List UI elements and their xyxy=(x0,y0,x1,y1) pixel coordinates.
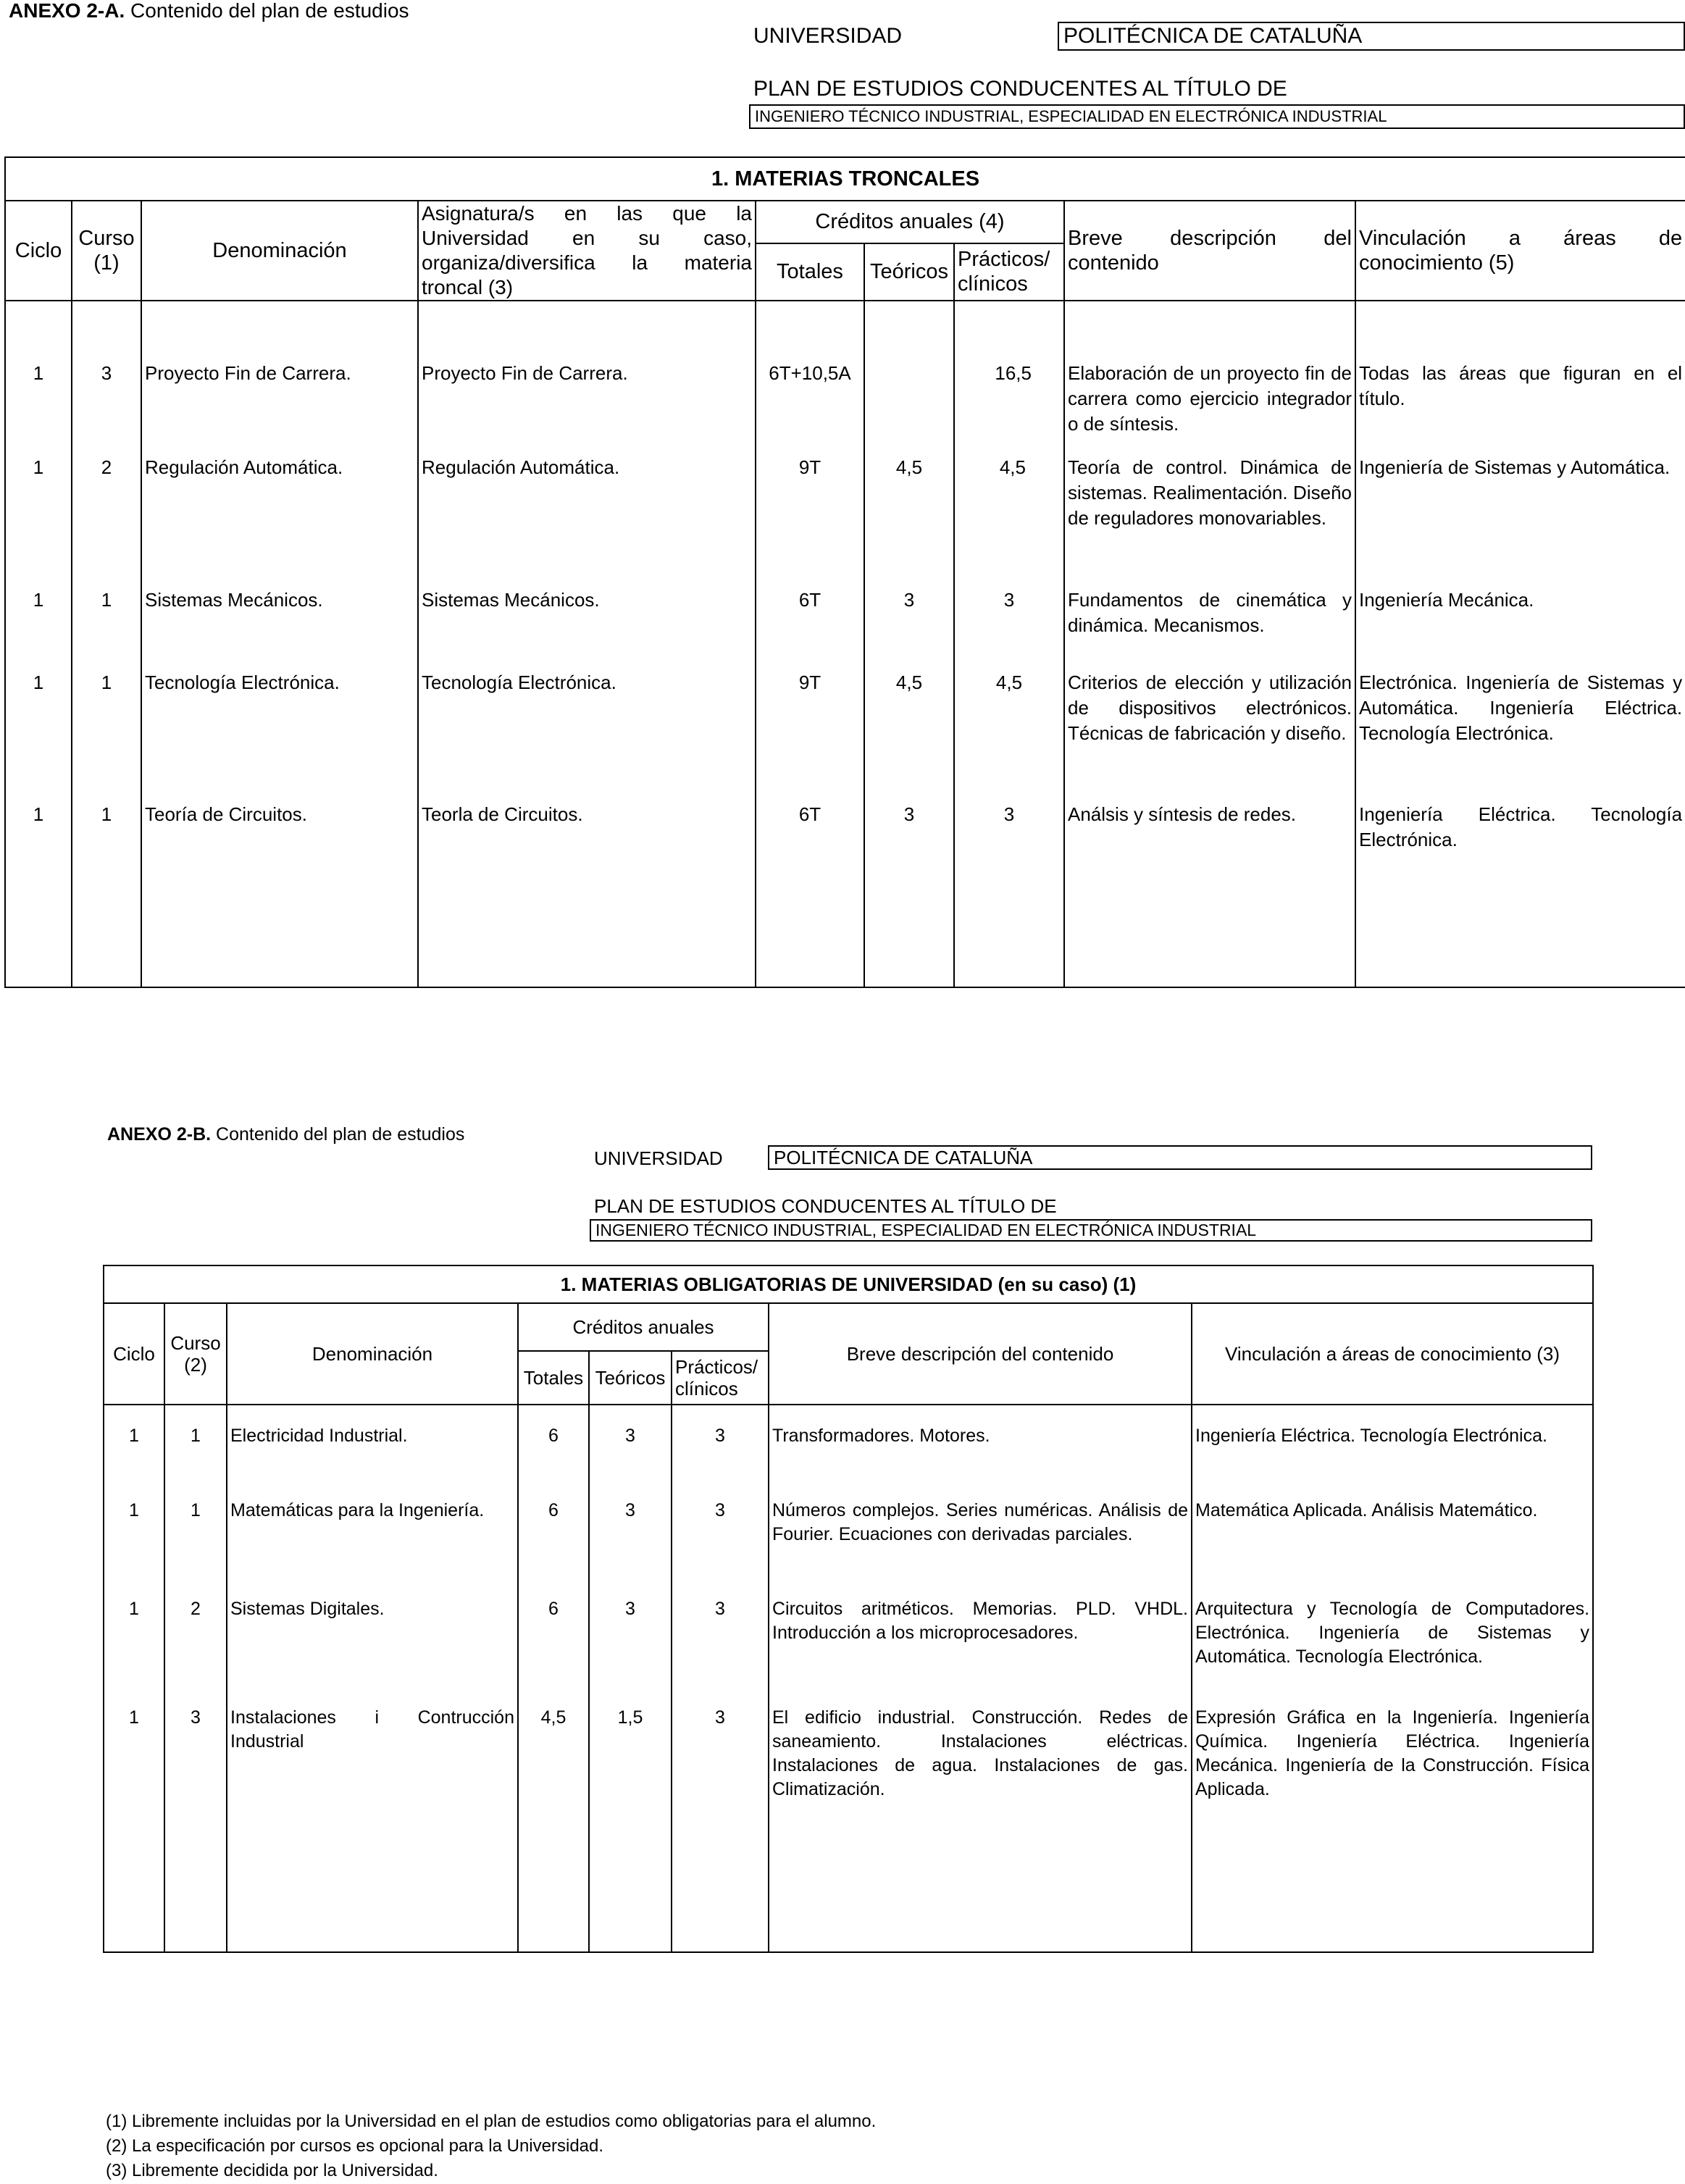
annex-b-label xyxy=(107,1124,464,1145)
table-row xyxy=(5,670,1685,802)
cell-asignatura: Teorla de Circuitos. xyxy=(418,802,756,987)
cell-teoricos: 3 xyxy=(589,1499,672,1597)
cell-denominacion: Sistemas Digitales. xyxy=(227,1597,518,1706)
cell-vinculacion: Ingeniería Eléctrica. Tecnología Electrónica. xyxy=(1355,802,1685,987)
header-denominacion: Denominación xyxy=(227,1303,518,1405)
header-teoricos: Teóricos xyxy=(589,1351,672,1405)
footnote-2: (2) La especificación por cursos es opcional para la Universidad. xyxy=(106,2136,604,2156)
cell-practicos: 16,5 xyxy=(954,301,1064,455)
annex-a-label xyxy=(9,0,409,22)
table-row xyxy=(104,1405,1593,1499)
cell-ciclo: 1 xyxy=(104,1405,164,1499)
header-creditos: Créditos anuales (4) xyxy=(756,201,1064,243)
cell-teoricos: 1,5 xyxy=(589,1706,672,1952)
footnote-1: (1) Libremente incluidas por la Universidad en el plan de estudios como obligatorias para el alumno. xyxy=(106,2112,877,2131)
cell-ciclo: 1 xyxy=(104,1499,164,1597)
table-row xyxy=(5,802,1685,987)
cell-curso: 1 xyxy=(164,1499,227,1597)
header-descripcion: Breve descripción del contenido xyxy=(1064,201,1355,301)
table-row xyxy=(104,1706,1593,1952)
cell-curso: 1 xyxy=(72,670,141,802)
cell-totales: 6T xyxy=(756,587,864,670)
table-row xyxy=(5,301,1685,455)
cell-descripcion: Fundamentos de cinemática y dinámica. Mecanismos. xyxy=(1064,587,1355,670)
cell-practicos: 3 xyxy=(954,802,1064,987)
cell-denominacion: Matemáticas para la Ingeniería. xyxy=(227,1499,518,1597)
cell-totales: 6T xyxy=(756,802,864,987)
cell-totales: 6 xyxy=(518,1405,589,1499)
header-asignatura: Asignatura/s en las que la Universidad en su caso, organiza/diversifica la materia troncal (3) xyxy=(418,201,756,301)
cell-denominacion: Regulación Automática. xyxy=(141,455,418,587)
cell-teoricos xyxy=(864,301,954,455)
table-row xyxy=(5,455,1685,587)
cell-ciclo: 1 xyxy=(104,1706,164,1952)
annex-a-plan-label: PLAN DE ESTUDIOS CONDUCENTES AL TÍTULO DE xyxy=(753,77,1287,101)
annex-b-label-bold: ANEXO 2-B. xyxy=(107,1124,212,1145)
cell-teoricos: 4,5 xyxy=(864,670,954,802)
table-row xyxy=(5,587,1685,670)
annex-b-plan-field: INGENIERO TÉCNICO INDUSTRIAL, ESPECIALIDAD EN ELECTRÓNICA INDUSTRIAL xyxy=(590,1219,1592,1242)
header-vinculacion: Vinculación a áreas de conocimiento (5) xyxy=(1355,201,1685,301)
cell-vinculacion: Ingeniería Mecánica. xyxy=(1355,587,1685,670)
header-descripcion: Breve descripción del contenido xyxy=(769,1303,1192,1405)
annex-a-universidad-field: POLITÉCNICA DE CATALUÑA xyxy=(1058,22,1685,51)
table-row xyxy=(104,1597,1593,1706)
cell-descripcion: Análsis y síntesis de redes. xyxy=(1064,802,1355,987)
cell-practicos: 3 xyxy=(672,1597,769,1706)
troncales-title: 1. MATERIAS TRONCALES xyxy=(5,157,1685,201)
cell-descripcion: Transformadores. Motores. xyxy=(769,1405,1192,1499)
cell-practicos: 4,5 xyxy=(954,455,1064,587)
annex-a-plan-field: INGENIERO TÉCNICO INDUSTRIAL, ESPECIALIDAD EN ELECTRÓNICA INDUSTRIAL xyxy=(749,104,1685,129)
cell-ciclo: 1 xyxy=(5,301,72,455)
cell-ciclo: 1 xyxy=(5,587,72,670)
annex-b-plan-label: PLAN DE ESTUDIOS CONDUCENTES AL TÍTULO DE xyxy=(594,1195,1057,1217)
cell-curso: 1 xyxy=(72,802,141,987)
cell-totales: 6 xyxy=(518,1499,589,1597)
cell-vinculacion: Expresión Gráfica en la Ingeniería. Ingeniería Química. Ingeniería Eléctrica. Ingeniería Mecánica. Ingeniería de la Construcción. Física Aplicada. xyxy=(1192,1706,1593,1952)
obligatorias-table xyxy=(103,1265,1594,1953)
obligatorias-title: 1. MATERIAS OBLIGATORIAS DE UNIVERSIDAD (en su caso) (1) xyxy=(104,1265,1593,1303)
cell-descripcion: Criterios de elección y utilización de dispositivos electrónicos. Técnicas de fabricación y diseño. xyxy=(1064,670,1355,802)
cell-denominacion: Teoría de Circuitos. xyxy=(141,802,418,987)
cell-practicos: 3 xyxy=(954,587,1064,670)
cell-descripcion: Números complejos. Series numéricas. Análisis de Fourier. Ecuaciones con derivadas parciales. xyxy=(769,1499,1192,1597)
cell-curso: 1 xyxy=(72,587,141,670)
cell-practicos: 3 xyxy=(672,1499,769,1597)
cell-totales: 6 xyxy=(518,1597,589,1706)
cell-denominacion: Tecnología Electrónica. xyxy=(141,670,418,802)
cell-totales: 6T+10,5A xyxy=(756,301,864,455)
header-ciclo: Ciclo xyxy=(104,1303,164,1405)
header-creditos: Créditos anuales xyxy=(518,1303,769,1351)
cell-descripcion: Circuitos aritméticos. Memorias. PLD. VHDL. Introducción a los microprocesadores. xyxy=(769,1597,1192,1706)
table-row xyxy=(104,1499,1593,1597)
cell-practicos: 4,5 xyxy=(954,670,1064,802)
footnote-3: (3) Libremente decidida por la Universidad. xyxy=(106,2161,438,2180)
cell-descripcion: Teoría de control. Dinámica de sistemas. Realimentación. Diseño de reguladores monovariables. xyxy=(1064,455,1355,587)
cell-descripcion: Elaboración de un proyecto fin de carrera como ejercicio integrador o de síntesis. xyxy=(1064,301,1355,455)
annex-a-label-bold: ANEXO 2-A. xyxy=(9,0,125,22)
cell-descripcion: El edificio industrial. Construcción. Redes de saneamiento. Instalaciones eléctricas. Instalaciones de agua. Instalaciones de gas. Climatización. xyxy=(769,1706,1192,1952)
cell-ciclo: 1 xyxy=(5,455,72,587)
cell-totales: 9T xyxy=(756,670,864,802)
cell-teoricos: 3 xyxy=(864,587,954,670)
cell-totales: 9T xyxy=(756,455,864,587)
cell-vinculacion: Ingeniería Eléctrica. Tecnología Electrónica. xyxy=(1192,1405,1593,1499)
cell-denominacion: Sistemas Mecánicos. xyxy=(141,587,418,670)
cell-teoricos: 4,5 xyxy=(864,455,954,587)
header-practicos: Prácticos/ clínicos xyxy=(672,1351,769,1405)
annex-b-universidad-label: UNIVERSIDAD xyxy=(594,1147,723,1169)
cell-asignatura: Regulación Automática. xyxy=(418,455,756,587)
cell-ciclo: 1 xyxy=(5,802,72,987)
cell-denominacion: Instalaciones i Contrucción Industrial xyxy=(227,1706,518,1952)
header-totales: Totales xyxy=(756,243,864,301)
cell-teoricos: 3 xyxy=(589,1597,672,1706)
cell-ciclo: 1 xyxy=(5,670,72,802)
cell-vinculacion: Matemática Aplicada. Análisis Matemático. xyxy=(1192,1499,1593,1597)
cell-vinculacion: Arquitectura y Tecnología de Computadores. Electrónica. Ingeniería de Sistemas y Automática. Tecnología Electrónica. xyxy=(1192,1597,1593,1706)
annex-b-universidad-field: POLITÉCNICA DE CATALUÑA xyxy=(768,1145,1592,1170)
cell-practicos: 3 xyxy=(672,1405,769,1499)
annex-b-label-text: Contenido del plan de estudios xyxy=(211,1124,465,1145)
cell-curso: 1 xyxy=(164,1405,227,1499)
cell-asignatura: Proyecto Fin de Carrera. xyxy=(418,301,756,455)
cell-ciclo: 1 xyxy=(104,1597,164,1706)
cell-vinculacion: Electrónica. Ingeniería de Sistemas y Automática. Ingeniería Eléctrica. Tecnología Electrónica. xyxy=(1355,670,1685,802)
cell-curso: 2 xyxy=(164,1597,227,1706)
header-curso: Curso (2) xyxy=(164,1303,227,1405)
header-ciclo: Ciclo xyxy=(5,201,72,301)
cell-asignatura: Tecnología Electrónica. xyxy=(418,670,756,802)
cell-denominacion: Electricidad Industrial. xyxy=(227,1405,518,1499)
cell-practicos: 3 xyxy=(672,1706,769,1952)
header-denominacion: Denominación xyxy=(141,201,418,301)
cell-curso: 3 xyxy=(164,1706,227,1952)
header-curso: Curso (1) xyxy=(72,201,141,301)
cell-teoricos: 3 xyxy=(589,1405,672,1499)
cell-asignatura: Sistemas Mecánicos. xyxy=(418,587,756,670)
header-vinculacion: Vinculación a áreas de conocimiento (3) xyxy=(1192,1303,1593,1405)
cell-vinculacion: Todas las áreas que figuran en el título. xyxy=(1355,301,1685,455)
cell-totales: 4,5 xyxy=(518,1706,589,1952)
header-totales: Totales xyxy=(518,1351,589,1405)
cell-teoricos: 3 xyxy=(864,802,954,987)
annex-a-label-text: Contenido del plan de estudios xyxy=(125,0,409,22)
header-teoricos: Teóricos xyxy=(864,243,954,301)
annex-a-universidad-label: UNIVERSIDAD xyxy=(753,24,903,48)
cell-curso: 3 xyxy=(72,301,141,455)
troncales-table xyxy=(4,156,1685,988)
cell-curso: 2 xyxy=(72,455,141,587)
header-practicos: Prácticos/ clínicos xyxy=(954,243,1064,301)
cell-denominacion: Proyecto Fin de Carrera. xyxy=(141,301,418,455)
cell-vinculacion: Ingeniería de Sistemas y Automática. xyxy=(1355,455,1685,587)
